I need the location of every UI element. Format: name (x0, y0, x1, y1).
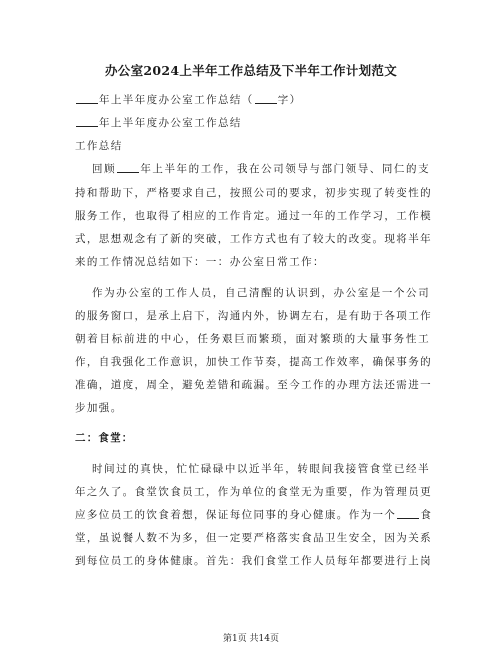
paragraph-line: 朝着目标前进的中心，任务艰巨而繁琐，面对繁琐的大量事务性工 (75, 333, 430, 345)
paragraph-line: 持和帮助下，严格要求自己，按照公司的要求，初步实现了转变性的 (75, 187, 432, 199)
page-footer: 第1页 共14页 (222, 634, 280, 644)
paragraph-line: 的服务窗口，是承上启下，沟通内外，协调左右，是有助于各项工作 (75, 310, 432, 322)
paragraph-line: 堂，虽说餐人数不为多，但一定要严格落实食品卫生安全，因为关系 (75, 532, 432, 544)
paragraph-line: 来的工作情况总结如下：一：办公室日常工作： (75, 256, 325, 268)
document-title: 办公室2024上半年工作总结及下半年工作计划范文 (105, 63, 397, 78)
paragraph-line: 式，思想观念有了新的突破，工作方式也有了较大的改变。现将半年 (75, 233, 432, 245)
subtitle-line-2: 年上半年度办公室工作总结 (75, 116, 430, 130)
section-heading: 二：食堂： (75, 432, 134, 444)
blank-underline (76, 116, 98, 127)
paragraph-line: 回顾 年上半年的工作，我在公司领导与部门领导、同仁的支 (92, 163, 430, 175)
blank-underline (397, 508, 419, 519)
paragraph-line: 年之久了。食堂饮食员工，作为单位的食堂无为重要，作为管理员更 (75, 486, 432, 498)
paragraph-line: 作，自我强化工作意识，加快工作节奏，提高工作效率，确保事务的 (75, 356, 432, 368)
paragraph-line: 步加强。 (75, 402, 123, 414)
subtitle-line-1: 年上半年度办公室工作总结（ 字） (75, 93, 430, 107)
paragraph-line: 作为办公室的工作人员，自己清醒的认识到，办公室是一个公司 (92, 287, 430, 299)
paragraph-line: 到每位员工的身体健康。首先：我们食堂工作人员每年都要进行上岗 (75, 555, 432, 567)
blank-underline (255, 93, 277, 104)
paragraph-line: 准确，道度，周全，避免差错和疏漏。至今工作的办理方法还需进一 (75, 379, 432, 391)
blank-underline (76, 93, 98, 104)
section-label: 工作总结 (75, 140, 123, 152)
blank-underline (117, 162, 139, 173)
paragraph-line: 服务工作，也取得了相应的工作肯定。通过一年的工作学习，工作模 (75, 210, 432, 222)
paragraph-line: 时间过的真快，忙忙碌碌中以近半年，转眼间我接管食堂已经半 (92, 463, 430, 475)
paragraph-line: 应多位员工的饮食着想，保证每位同事的身心健康。作为一个 食 (75, 509, 433, 521)
